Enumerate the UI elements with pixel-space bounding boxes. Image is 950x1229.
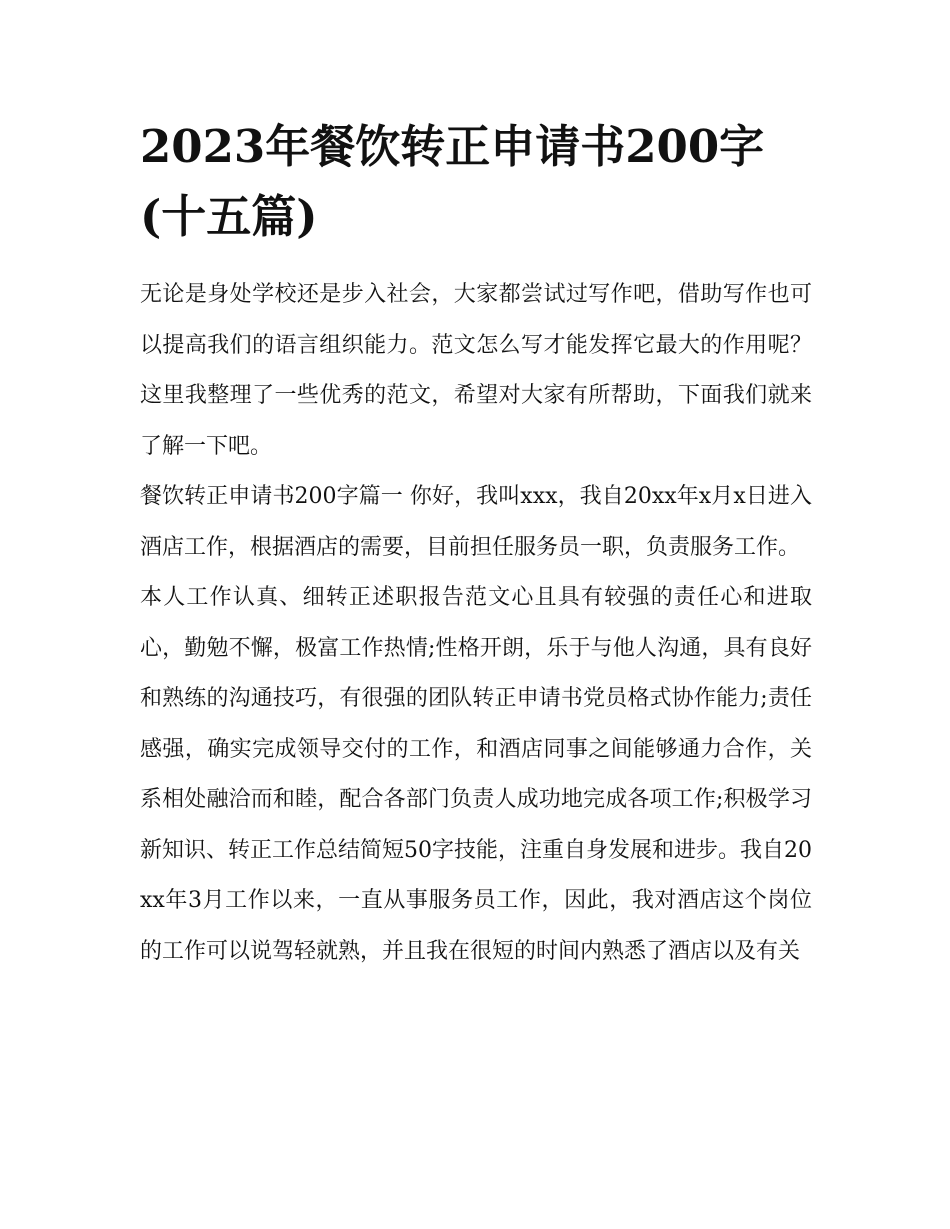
document-body xyxy=(140,112,812,977)
paragraph-essay-one-body: 本人工作认真、细转正述职报告范文心且具有较强的责任心和进取心，勤勉不懈，极富工作热情;性格开朗，乐于与他人沟通，具有良好和熟练的沟通技巧，有很强的团队转正申请书党员格式协作能力;责任感强，确实完成领导交付的工作，和酒店同事之间能够通力合作，关系相处融洽而和睦，配合各部门负责人成功地完成各项工作;积极学习新知识、转正工作总结简短50字技能，注重自身发展和进步。我自20xx年3月工作以来，一直从事服务员工作，因此，我对酒店这个岗位的工作可以说驾轻就熟，并且我在很短的时间内熟悉了酒店以及有关 xyxy=(140,585,812,964)
paragraph-intro: 无论是身处学校还是步入社会，大家都尝试过写作吧，借助写作也可以提高我们的语言组织能力。范文怎么写才能发挥它最大的作用呢？这里我整理了一些优秀的范文，希望对大家有所帮助，下面我们就来了解一下吧。 xyxy=(140,282,812,459)
paragraph-essay-one-opening: 餐饮转正申请书200字篇一 你好，我叫xxx，我自20xx年x月x日进入酒店工作，根据酒店的需要，目前担任服务员一职，负责服务工作。 xyxy=(140,484,812,560)
document-title: 2023年餐饮转正申请书200字(十五篇) xyxy=(140,120,765,243)
